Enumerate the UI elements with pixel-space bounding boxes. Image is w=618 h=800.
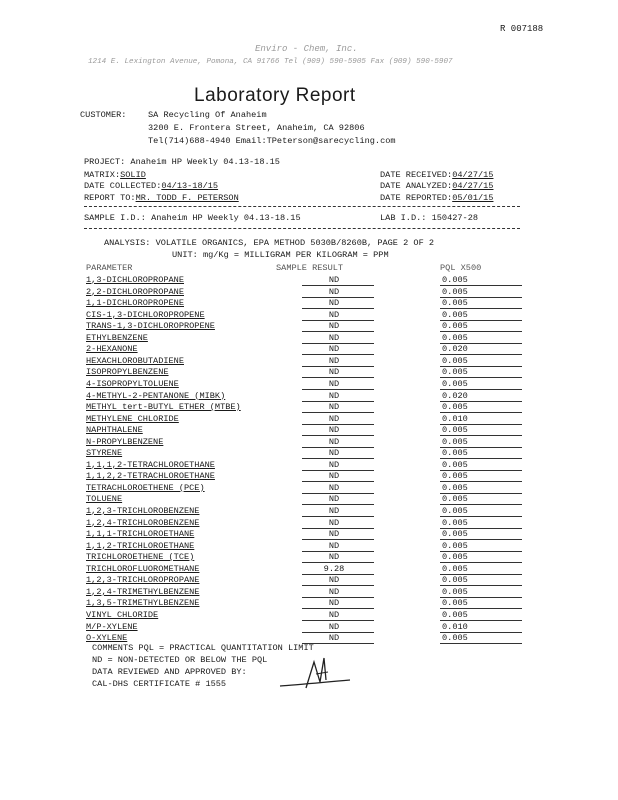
- pql-cell: 0.005: [442, 298, 468, 309]
- column-header-result: SAMPLE RESULT: [276, 263, 344, 273]
- table-row: [86, 367, 526, 378]
- pql-cell: 0.005: [442, 506, 468, 516]
- pql-cell: 0.005: [442, 425, 468, 436]
- pql-cell: 0.005: [442, 598, 468, 609]
- parameter-cell: N-PROPYLBENZENE: [86, 436, 164, 447]
- parameter-cell: 1,2,3-TRICHLOROBENZENE: [86, 506, 200, 516]
- parameter-cell: 4-METHYL-2-PENTANONE (MIBK): [86, 390, 226, 401]
- result-cell: ND: [328, 552, 340, 563]
- table-row: [86, 425, 526, 436]
- date-analyzed-label: DATE ANALYZED:: [380, 181, 453, 191]
- result-cell: ND: [328, 344, 340, 355]
- parameter-cell: 2,2-DICHLOROPROPANE: [86, 286, 184, 297]
- table-row: [86, 414, 526, 425]
- comments-line: COMMENTS PQL = PRACTICAL QUANTITATION LIMIT: [92, 643, 314, 653]
- sample-id-line: [84, 213, 301, 223]
- result-cell: ND: [328, 402, 340, 413]
- table-row: [86, 483, 526, 494]
- parameter-cell: TRICHLOROETHENE (TCE): [86, 552, 195, 563]
- parameter-cell: ETHYLBENZENE: [86, 332, 148, 343]
- result-cell: ND: [328, 367, 340, 378]
- table-row: [86, 529, 526, 540]
- report-to-label: REPORT TO:: [84, 193, 136, 203]
- result-cell: ND: [328, 332, 340, 343]
- result-cell: ND: [328, 598, 340, 609]
- project-line: PROJECT: Anaheim HP Weekly 04.13-18.15: [84, 157, 280, 167]
- parameter-cell: 1,2,4-TRIMETHYLBENZENE: [86, 586, 200, 597]
- nd-definition: ND = NON-DETECTED OR BELOW THE PQL: [92, 655, 268, 665]
- customer-name: SA Recycling Of Anaheim: [148, 110, 267, 120]
- matrix-value: SOLID: [120, 170, 146, 180]
- result-cell: ND: [328, 309, 340, 320]
- divider: [84, 228, 520, 229]
- table-row: [86, 460, 526, 471]
- pql-cell: 0.005: [442, 332, 468, 343]
- matrix-label: MATRIX:: [84, 170, 121, 180]
- date-analyzed-value: 04/27/15: [452, 181, 494, 191]
- result-cell: ND: [328, 286, 340, 297]
- table-row: [86, 298, 526, 309]
- document-number: R 007188: [500, 24, 544, 34]
- parameter-cell: TRICHLOROFLUOROMETHANE: [86, 563, 200, 574]
- pql-cell: 0.005: [442, 575, 468, 586]
- table-row: [86, 518, 526, 529]
- table-row: [86, 379, 526, 390]
- page-title: Laboratory Report: [194, 85, 356, 106]
- parameter-cell: TOLUENE: [86, 494, 123, 505]
- parameter-cell: 1,1,1,2-TETRACHLOROETHANE: [86, 459, 215, 470]
- sample-id-value: Anaheim HP Weekly 04.13-18.15: [151, 213, 301, 223]
- parameter-cell: 1,1-DICHLOROPROPENE: [86, 298, 184, 309]
- pql-cell: 0.005: [442, 471, 468, 482]
- parameter-cell: 1,2,3-TRICHLOROPROPANE: [86, 575, 200, 586]
- table-row: [86, 541, 526, 552]
- pql-cell: 0.005: [442, 286, 468, 297]
- table-row: [86, 622, 526, 633]
- table-row: [86, 391, 526, 402]
- letterhead-address: 1214 E. Lexington Avenue, Pomona, CA 91766 Tel (909) 590-5905 Fax (909) 590-5907: [88, 58, 453, 66]
- table-row: [86, 402, 526, 413]
- table-row: [86, 437, 526, 448]
- pql-cell: 0.005: [442, 517, 468, 528]
- table-row: [86, 552, 526, 563]
- result-cell: ND: [328, 575, 340, 586]
- result-cell: 9.28: [323, 563, 345, 574]
- pql-cell: 0.005: [442, 448, 468, 459]
- pql-cell: 0.005: [442, 309, 468, 320]
- table-row: [86, 587, 526, 598]
- result-cell: ND: [328, 506, 340, 516]
- date-received-line: [380, 170, 493, 180]
- table-row: [86, 275, 526, 286]
- column-header-parameter: PARAMETER: [86, 263, 133, 273]
- result-cell: ND: [328, 459, 340, 470]
- parameter-cell: 2-HEXANONE: [86, 344, 138, 355]
- parameter-cell: 4-ISOPROPYLTOLUENE: [86, 378, 179, 389]
- pql-cell: 0.005: [442, 563, 468, 574]
- reviewed-line: DATA REVIEWED AND APPROVED BY:: [92, 667, 247, 677]
- table-row: [86, 494, 526, 505]
- date-reported-line: [380, 193, 493, 203]
- result-cell: ND: [328, 633, 340, 644]
- letterhead-company: Enviro - Chem, Inc.: [255, 44, 358, 54]
- lab-id-value: 150427-28: [431, 213, 479, 223]
- pql-cell: 0.005: [442, 402, 468, 413]
- result-cell: ND: [328, 321, 340, 332]
- report-to-line: [84, 193, 239, 203]
- pql-cell: 0.005: [442, 275, 468, 285]
- result-cell: ND: [328, 471, 340, 482]
- table-row: [86, 564, 526, 575]
- pql-cell: 0.005: [442, 436, 468, 447]
- column-header-pql: PQL X500: [440, 263, 482, 273]
- parameter-cell: 1,1,2-TRICHLOROETHANE: [86, 540, 195, 551]
- parameter-cell: M/P-XYLENE: [86, 621, 138, 632]
- customer-label: CUSTOMER:: [80, 110, 127, 120]
- parameter-cell: 1,1,2,2-TETRACHLOROETHANE: [86, 471, 215, 482]
- result-cell: ND: [328, 425, 340, 436]
- parameter-cell: 1,1,1-TRICHLOROETHANE: [86, 529, 195, 540]
- table-row: [86, 344, 526, 355]
- table-row: [86, 333, 526, 344]
- result-cell: ND: [328, 275, 340, 285]
- result-cell: ND: [328, 482, 340, 493]
- pql-cell: 0.005: [442, 633, 468, 644]
- pql-cell: 0.010: [442, 621, 468, 632]
- result-cell: ND: [328, 390, 340, 401]
- divider: [84, 206, 520, 207]
- lab-id-line: [380, 213, 478, 223]
- table-row: [86, 287, 526, 298]
- date-received-label: DATE RECEIVED:: [380, 170, 453, 180]
- parameter-cell: ISOPROPYLBENZENE: [86, 367, 169, 378]
- sample-id-label: SAMPLE I.D.:: [84, 213, 146, 223]
- signature-mark: [276, 652, 356, 694]
- result-cell: ND: [328, 494, 340, 505]
- pql-cell: 0.005: [442, 367, 468, 378]
- result-cell: ND: [328, 529, 340, 540]
- parameter-cell: HEXACHLOROBUTADIENE: [86, 355, 184, 366]
- table-row: [86, 356, 526, 367]
- pql-underline: [440, 643, 522, 644]
- analysis-unit: UNIT: mg/Kg = MILLIGRAM PER KILOGRAM = PPM: [172, 250, 389, 260]
- parameter-cell: NAPHTHALENE: [86, 425, 143, 436]
- date-collected-line: [84, 181, 218, 191]
- table-row: [86, 471, 526, 482]
- date-analyzed-line: [380, 181, 493, 191]
- date-reported-value: 05/01/15: [452, 193, 494, 203]
- pql-cell: 0.005: [442, 494, 468, 505]
- certificate-line: CAL-DHS CERTIFICATE # 1555: [92, 679, 227, 689]
- parameter-cell: 1,2,4-TRICHLOROBENZENE: [86, 517, 200, 528]
- table-row: [86, 321, 526, 332]
- analysis-method: ANALYSIS: VOLATILE ORGANICS, EPA METHOD 5030B/8260B, PAGE 2 OF 2: [104, 238, 435, 248]
- parameter-cell: METHYLENE CHLORIDE: [86, 413, 179, 424]
- result-cell: ND: [328, 621, 340, 632]
- pql-cell: 0.005: [442, 459, 468, 470]
- pql-cell: 0.020: [442, 344, 468, 355]
- parameter-cell: 1,3-DICHLOROPROPANE: [86, 275, 184, 285]
- parameter-cell: CIS-1,3-DICHLOROPROPENE: [86, 309, 205, 320]
- customer-contact: Tel(714)688-4940 Email:TPeterson@sarecycling.com: [148, 136, 396, 146]
- table-row: [86, 310, 526, 321]
- result-cell: ND: [328, 609, 340, 620]
- pql-cell: 0.005: [442, 355, 468, 366]
- pql-cell: 0.005: [442, 540, 468, 551]
- date-received-value: 04/27/15: [452, 170, 494, 180]
- result-cell: ND: [328, 298, 340, 309]
- date-collected-label: DATE COLLECTED:: [84, 181, 162, 191]
- pql-cell: 0.005: [442, 586, 468, 597]
- result-cell: ND: [328, 413, 340, 424]
- pql-cell: 0.005: [442, 552, 468, 563]
- parameter-cell: VINYL CHLORIDE: [86, 609, 159, 620]
- pql-cell: 0.010: [442, 413, 468, 424]
- result-cell: ND: [328, 540, 340, 551]
- result-cell: ND: [328, 436, 340, 447]
- date-reported-label: DATE REPORTED:: [380, 193, 453, 203]
- lab-id-label: LAB I.D.:: [380, 213, 427, 223]
- pql-cell: 0.020: [442, 390, 468, 401]
- result-cell: ND: [328, 586, 340, 597]
- pql-cell: 0.005: [442, 529, 468, 540]
- date-collected-value: 04/13-18/15: [161, 181, 219, 191]
- parameter-cell: METHYL tert-BUTYL ETHER (MTBE): [86, 402, 241, 413]
- parameter-cell: 1,3,5-TRIMETHYLBENZENE: [86, 598, 200, 609]
- report-to-value: MR. TODD F. PETERSON: [135, 193, 239, 203]
- pql-cell: 0.005: [442, 482, 468, 493]
- matrix-line: [84, 170, 146, 180]
- parameter-cell: TRANS-1,3-DICHLOROPROPENE: [86, 321, 215, 332]
- pql-cell: 0.005: [442, 321, 468, 332]
- parameter-cell: TETRACHLOROETHENE (PCE): [86, 482, 205, 493]
- pql-cell: 0.005: [442, 378, 468, 389]
- parameter-cell: O-XYLENE: [86, 633, 128, 644]
- result-cell: ND: [328, 378, 340, 389]
- result-cell: ND: [328, 355, 340, 366]
- parameter-cell: STYRENE: [86, 448, 123, 459]
- table-row: [86, 575, 526, 586]
- table-row: [86, 506, 526, 517]
- result-cell: ND: [328, 448, 340, 459]
- customer-address: 3200 E. Frontera Street, Anaheim, CA 92806: [148, 123, 365, 133]
- table-row: [86, 598, 526, 609]
- result-cell: ND: [328, 517, 340, 528]
- table-row: [86, 610, 526, 621]
- table-row: [86, 448, 526, 459]
- pql-cell: 0.005: [442, 609, 468, 620]
